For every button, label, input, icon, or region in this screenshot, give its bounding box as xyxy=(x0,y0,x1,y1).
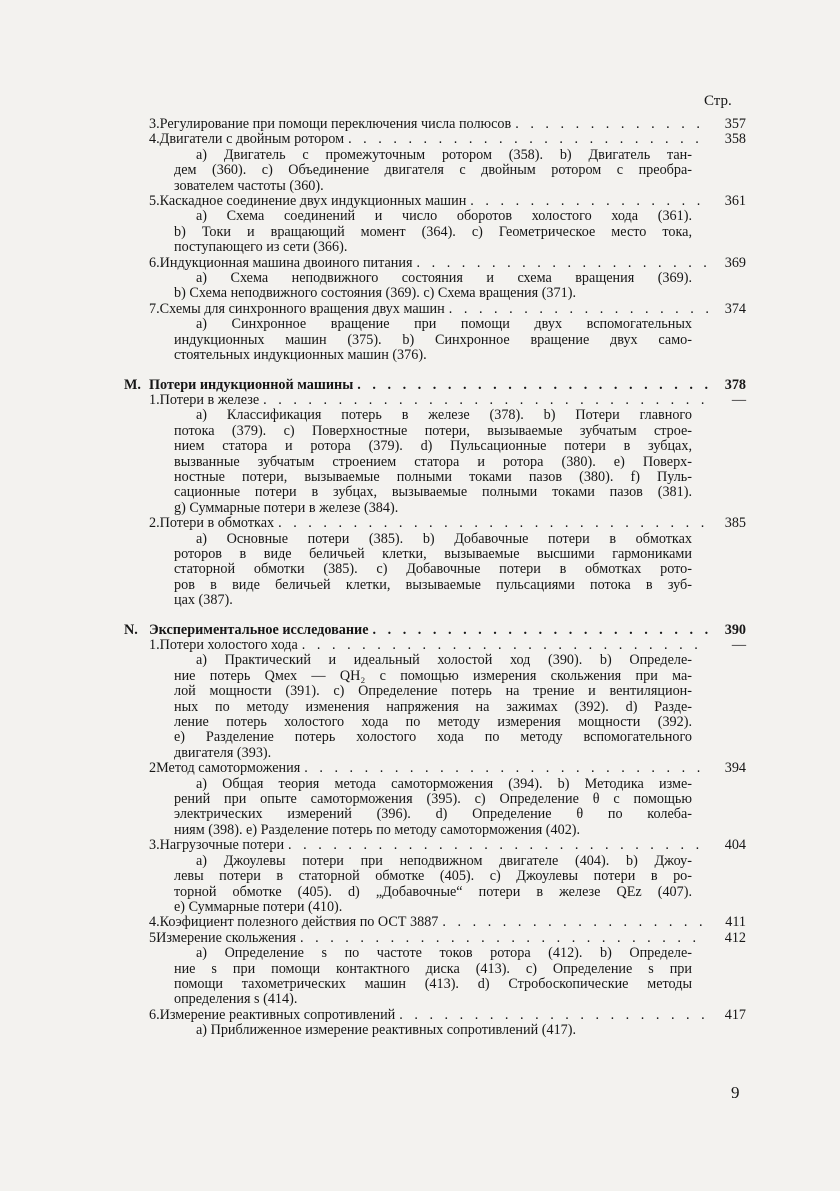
page-number: 9 xyxy=(731,1083,740,1102)
description-line: ностные потери, вызываемые полными токами пазов (380). f) Пуль- xyxy=(174,468,692,485)
toc-entry xyxy=(124,761,746,776)
entry-description xyxy=(174,532,692,609)
description-line: e) Суммарные потери (410). xyxy=(174,898,343,915)
toc-entry xyxy=(124,638,746,653)
entry-number: 2. xyxy=(149,515,160,532)
description-line: а) Практический и идеальный холостой ход (390). b) Определе- xyxy=(196,652,692,669)
description-line: а) Приближенное измерение реактивных сопротивлений (417). xyxy=(196,1022,577,1039)
dot-leader xyxy=(348,132,708,147)
description-line: нием статора и ротора (379). d) Пульсационные потери в зубцах, xyxy=(174,438,692,455)
toc-entry xyxy=(124,302,746,317)
description-line: торной обмотке (405). d) „Добавочные“ потери в железе QEz (407). xyxy=(174,883,692,900)
section-title: Потери индукционной машины xyxy=(149,376,354,393)
description-line: ниям (398). e) Разделение потерь по методу самоторможения (402). xyxy=(174,821,581,838)
entry-title: Нагрузочные потери xyxy=(159,837,285,854)
description-line: двигателя (393). xyxy=(174,744,272,761)
description-line: стоятельных индукционных машин (376). xyxy=(174,347,427,364)
dot-leader xyxy=(417,256,708,271)
entry-page: 394 xyxy=(724,760,746,777)
description-line: индукционных машин (375). b) Синхронное вращение двух само- xyxy=(174,331,692,348)
description-line: левы потери в статорной обмотке (405). c) Джоулевы потери в ро- xyxy=(174,868,692,885)
entry-description xyxy=(174,777,692,839)
entry-title: Потери холостого хода xyxy=(159,637,298,653)
entry-page: 412 xyxy=(724,929,746,946)
description-line: а) Синхронное вращение при помощи двух вспомогательных xyxy=(196,316,692,333)
entry-page: — xyxy=(731,391,746,408)
description-line: а) Джоулевы потери при неподвижном двигателе (404). b) Джоу- xyxy=(196,852,692,869)
description-line: вызванные зубчатым строением статора и ротора (380). e) Поверх- xyxy=(174,453,692,470)
dot-leader xyxy=(302,638,708,653)
description-line: b) Токи и вращающий момент (364). c) Геометрическое место тока, xyxy=(174,223,692,240)
section-letter: M. xyxy=(124,376,141,393)
entry-description xyxy=(174,946,692,1008)
dot-leader xyxy=(263,393,708,408)
entry-number: 7. xyxy=(149,300,160,317)
toc-entry xyxy=(124,117,746,132)
entry-description xyxy=(174,408,692,516)
dot-leader xyxy=(470,194,708,209)
entry-page: 357 xyxy=(724,116,746,132)
entry-number: 6. xyxy=(149,254,160,271)
entry-number: 3. xyxy=(149,837,160,854)
dot-leader xyxy=(373,623,708,638)
entry-description xyxy=(174,317,692,363)
description-line: электрических измерений (396). d) Определение θ по колеба- xyxy=(174,806,692,823)
description-line: потока (379). c) Поверхностные потери, вызываемые зубчатым строе- xyxy=(174,422,692,439)
entry-title: Схемы для синхронного вращения двух машин xyxy=(159,300,445,317)
description-line: рений при опыте самоторможения (395). c) Определение θ с помощью xyxy=(174,791,692,808)
entry-page: 404 xyxy=(724,837,746,854)
entry-title: Измерение реактивных сопротивлений xyxy=(159,1006,396,1023)
toc-entry xyxy=(124,1008,746,1023)
dot-leader xyxy=(304,761,708,776)
description-line: ление потерь холостого хода по методу измерения мощности (392). xyxy=(174,714,692,731)
entry-title: Метод самоторможения xyxy=(156,760,301,777)
dot-leader xyxy=(515,117,708,132)
section-title: Экспериментальное исследование xyxy=(149,621,369,638)
entry-number: 1. xyxy=(149,637,160,653)
dot-leader xyxy=(288,838,708,853)
entry-title: Регулирование при помощи переключения числа полюсов xyxy=(159,116,512,132)
description-line: а) Классификация потерь в железе (378). b) Потери главного xyxy=(196,407,692,424)
description-line: статорной обмотки (385). c) Добавочные потери в обмотках рото- xyxy=(174,561,692,578)
toc-entry xyxy=(124,838,746,853)
entry-description xyxy=(174,854,692,916)
entry-description xyxy=(174,1023,692,1038)
dot-leader xyxy=(300,931,708,946)
description-line: помощи тахометрических машин (413). d) Стробоскопические методы xyxy=(174,975,692,992)
toc-entry xyxy=(124,915,746,930)
toc-entry xyxy=(124,393,746,408)
entry-number: 6. xyxy=(149,1006,160,1023)
description-line: а) Двигатель с промежуточным ротором (358). b) Двигатель тан- xyxy=(196,146,692,163)
entry-page: 385 xyxy=(724,515,746,532)
description-line: ние потерь Qмех — QH₂ с помощью измерения скольжения при ма- xyxy=(174,667,692,684)
description-line: цах (387). xyxy=(174,592,233,609)
entry-title: Коэфициент полезного действия по ОСТ 3887 xyxy=(159,914,439,931)
toc-entry xyxy=(124,132,746,147)
entry-page: — xyxy=(731,637,746,653)
entry-description xyxy=(174,209,692,255)
description-line: b) Схема неподвижного состояния (369). c) Схема вращения (371). xyxy=(174,285,576,302)
entry-number: 5. xyxy=(149,193,160,210)
dot-leader xyxy=(357,378,708,393)
entry-description xyxy=(174,653,692,761)
toc-entry xyxy=(124,516,746,531)
entry-number: 1. xyxy=(149,391,160,408)
description-line: ров в виде беличьей клетки, вызываемые пульсациями потока в зуб- xyxy=(174,576,692,593)
entry-page: 411 xyxy=(725,914,746,931)
entry-title: Двигатели с двойным ротором xyxy=(159,131,345,148)
description-line: ных по методу изменения напряжения на зажимах (392). d) Разде- xyxy=(174,698,692,715)
entry-number: 5 xyxy=(149,929,157,946)
dot-leader xyxy=(399,1008,708,1023)
dot-leader xyxy=(278,516,708,531)
description-line: g) Суммарные потери в железе (384). xyxy=(174,499,399,516)
entry-title: Измерение скольжения xyxy=(156,929,296,946)
description-line: а) Схема неподвижного состояния и схема вращения (369). xyxy=(196,270,692,287)
description-line: дем (360). c) Объединение двигателя с двойным ротором с преобра- xyxy=(174,162,692,179)
section-page: 390 xyxy=(724,621,746,638)
toc-entry xyxy=(124,931,746,946)
entry-page: 358 xyxy=(724,131,746,148)
entry-page: 369 xyxy=(724,254,746,271)
description-line: определения s (414). xyxy=(174,991,298,1008)
description-line: сационные потери в зубцах, вызываемые полными токами пазов (381). xyxy=(174,484,692,501)
section-letter: N. xyxy=(124,621,138,638)
description-line: лой мощности (391). c) Определение потерь на трение и вентиляцион- xyxy=(174,683,692,700)
pages-column-label: Стр. xyxy=(704,93,732,109)
description-line: а) Основные потери (385). b) Добавочные потери в обмотках xyxy=(196,530,692,547)
entry-number: 4. xyxy=(149,131,160,148)
description-line: а) Определение s по частоте токов ротора (412). b) Определе- xyxy=(196,945,692,962)
description-line: зователем частоты (360). xyxy=(174,177,324,194)
entry-title: Индукционная машина двоиного питания xyxy=(159,254,413,271)
entry-description xyxy=(174,271,692,302)
table-of-contents xyxy=(124,117,746,1039)
description-line: e) Разделение потерь холостого хода по методу вспомогательного xyxy=(174,729,692,746)
toc-entry xyxy=(124,194,746,209)
entry-page: 417 xyxy=(724,1006,746,1023)
entry-title: Потери в железе xyxy=(159,391,260,408)
entry-title: Потери в обмотках xyxy=(159,515,275,532)
description-line: а) Схема соединений и число оборотов холостого хода (361). xyxy=(196,208,692,225)
description-line: роторов в виде беличьей клетки, вызываемые высшими гармониками xyxy=(174,545,692,562)
entry-page: 361 xyxy=(724,193,746,210)
entry-number: 2 xyxy=(149,760,157,777)
section-heading-n xyxy=(124,623,746,638)
entry-title: Каскадное соединение двух индукционных машин xyxy=(159,193,467,210)
section-heading-m xyxy=(124,378,746,393)
entry-number: 4. xyxy=(149,914,160,931)
dot-leader xyxy=(449,302,708,317)
description-line: поступающего из сети (366). xyxy=(174,239,348,256)
dot-leader xyxy=(442,915,708,930)
toc-entry xyxy=(124,256,746,271)
entry-description xyxy=(174,148,692,194)
description-line: ние s при помощи контактного диска (413). c) Определение s при xyxy=(174,960,692,977)
section-page: 378 xyxy=(724,376,746,393)
entry-number: 3. xyxy=(149,116,160,132)
description-line: а) Общая теория метода самоторможения (394). b) Методика изме- xyxy=(196,775,692,792)
entry-page: 374 xyxy=(724,300,746,317)
